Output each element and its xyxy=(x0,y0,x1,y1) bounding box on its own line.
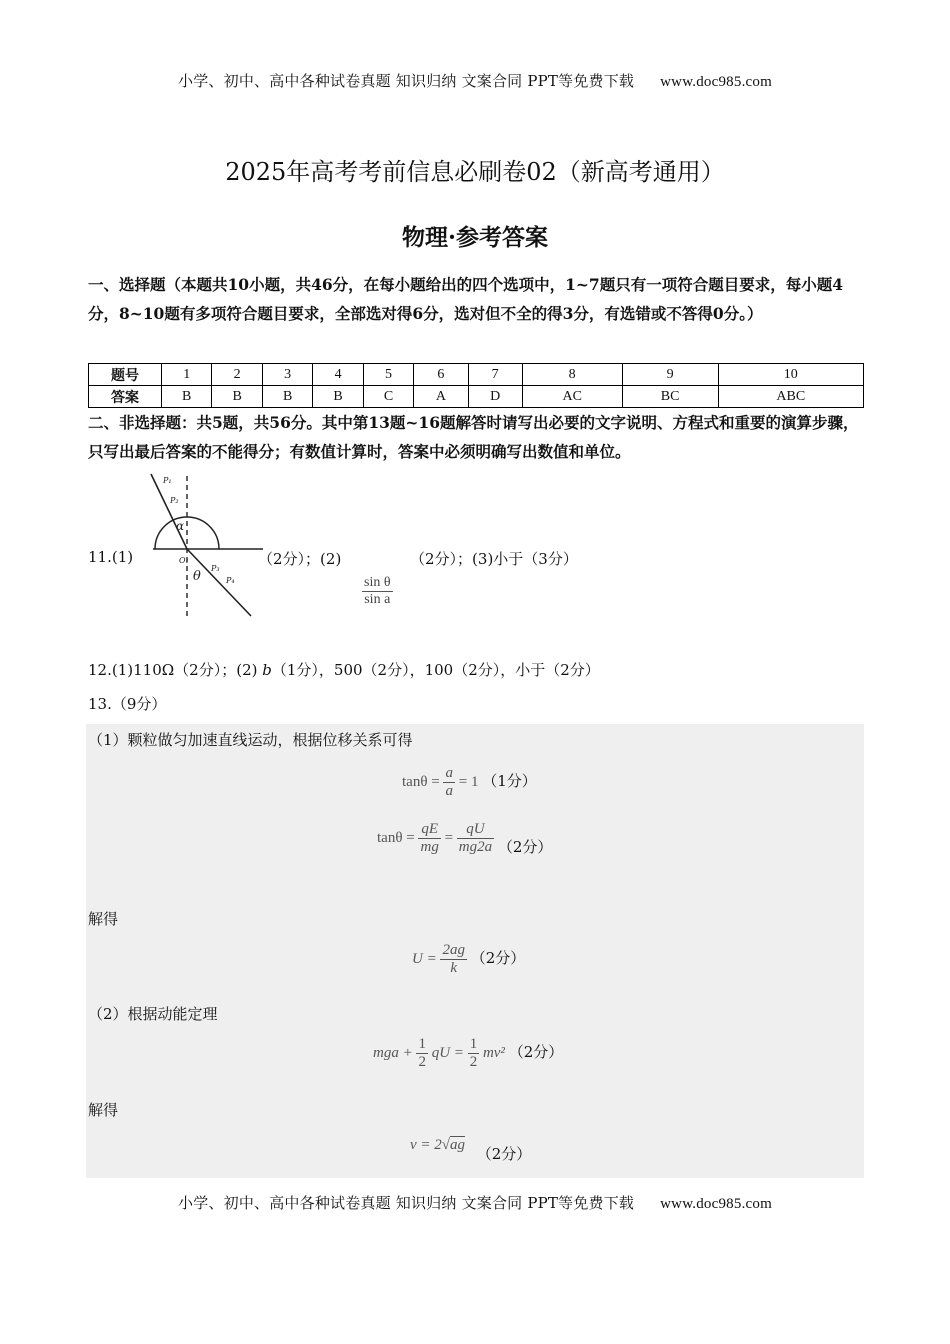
table-row-answers xyxy=(89,386,864,408)
q13-eq3 xyxy=(412,942,525,977)
table-cell: C xyxy=(363,386,413,408)
eq4-lhs: mga + xyxy=(373,1044,413,1061)
eq4-rhs: mv² xyxy=(482,1044,505,1061)
q13-eq5 xyxy=(410,1133,532,1163)
q12-text: 12.(1)110Ω（2分）；(2) xyxy=(88,661,258,679)
eq2-den2: mg2a xyxy=(458,839,493,855)
eq2-den1: mg xyxy=(420,839,439,855)
eq3-num: 2ag xyxy=(442,942,465,958)
q13-heading: 13.（9分） xyxy=(88,695,167,713)
table-cell: 2 xyxy=(212,364,262,386)
row-label-number: 题号 xyxy=(89,364,162,386)
label-theta: θ xyxy=(193,569,201,584)
table-cell: 3 xyxy=(262,364,312,386)
table-cell: 6 xyxy=(414,364,468,386)
q13-eq2 xyxy=(377,821,552,856)
eq3-score: （2分） xyxy=(470,948,526,967)
label-p2: P₂ xyxy=(170,496,179,505)
q11-fraction xyxy=(362,575,393,608)
q12-var: b xyxy=(262,661,272,679)
table-cell: A xyxy=(414,386,468,408)
table-cell: 9 xyxy=(622,364,718,386)
footer-text: 小学、初中、高中各种试卷真题 知识归纳 文案合同 PPT等免费下载 xyxy=(178,1194,635,1212)
table-cell: B xyxy=(313,386,363,408)
label-p3: P₃ xyxy=(211,564,220,573)
eq2-lhs: tanθ = xyxy=(377,829,415,846)
eq2-num1: qE xyxy=(421,821,438,837)
eq2-num2: qU xyxy=(466,821,485,837)
q13-step2: （2）根据动能定理 xyxy=(88,1005,218,1023)
eq1-lhs: tanθ = xyxy=(402,773,440,790)
page-header xyxy=(0,70,950,91)
header-site[interactable]: www.doc985.com xyxy=(660,74,772,90)
section2-instructions: 二、非选择题：共5题，共56分。其中第13题~16题解答时请写出必要的文字说明、方程式和重要的演算步骤，只写出最后答案的不能得分；有数值计算时，答案中必须明确写出数值和单位。 xyxy=(88,413,859,461)
table-cell: B xyxy=(162,386,212,408)
table-cell: D xyxy=(468,386,522,408)
eq4-score: （2分） xyxy=(508,1042,564,1061)
eq2-score: （2分） xyxy=(497,837,553,856)
q12-rest: （1分），500（2分），100（2分），小于（2分） xyxy=(271,661,600,679)
eq4-den2: 2 xyxy=(469,1054,478,1070)
eq4-mid: qU = xyxy=(431,1044,464,1061)
table-row-numbers xyxy=(89,364,864,386)
q13-solve1: 解得 xyxy=(88,910,119,928)
q11-frac-den: sin a xyxy=(362,591,393,608)
table-cell: ABC xyxy=(718,386,863,408)
label-p4: P₄ xyxy=(226,576,235,585)
eq5-lhs: v = 2 xyxy=(410,1137,442,1153)
footer-site[interactable]: www.doc985.com xyxy=(660,1196,772,1212)
eq3-den: k xyxy=(440,959,467,977)
eq4-den1: 2 xyxy=(418,1054,426,1070)
table-cell: B xyxy=(212,386,262,408)
label-alpha: α xyxy=(176,519,185,533)
eq2-eqsign: = xyxy=(444,829,454,846)
eq1-rhs: = 1 xyxy=(458,773,479,790)
page-footer xyxy=(0,1192,950,1213)
table-cell: B xyxy=(262,386,312,408)
table-cell: 5 xyxy=(363,364,413,386)
q13-eq1 xyxy=(402,765,537,800)
q13-step1: （1）颗粒做匀加速直线运动，根据位移关系可得 xyxy=(88,731,413,749)
q13-eq4 xyxy=(373,1036,563,1071)
label-o1: O₁ xyxy=(179,556,189,565)
sqrt-icon: √ xyxy=(441,1137,451,1153)
table-cell: 8 xyxy=(522,364,622,386)
q11-prefix: 11.(1) xyxy=(88,548,134,566)
eq3-lhs: U = xyxy=(412,950,437,967)
table-cell: 7 xyxy=(468,364,522,386)
eq1-den: a xyxy=(445,783,453,799)
q13-solve2: 解得 xyxy=(88,1101,119,1119)
q11-part2-score: （2分）；(3)小于（3分） xyxy=(410,550,578,568)
page-subtitle: 物理·参考答案 xyxy=(401,224,548,251)
table-cell: AC xyxy=(522,386,622,408)
eq5-score: （2分） xyxy=(476,1145,532,1163)
table-cell: BC xyxy=(622,386,718,408)
row-label-answer: 答案 xyxy=(89,386,162,408)
eq1-num: a xyxy=(445,765,453,781)
page-title: 2025年高考考前信息必刷卷02（新高考通用） xyxy=(225,158,725,186)
table-cell: 1 xyxy=(162,364,212,386)
table-cell: 4 xyxy=(313,364,363,386)
q11-part1-score: （2分）；(2) xyxy=(258,550,342,568)
refraction-diagram xyxy=(145,468,265,620)
eq4-num2: 1 xyxy=(469,1036,478,1052)
label-p1: P₁ xyxy=(163,476,172,485)
eq5-rad: ag xyxy=(450,1137,466,1153)
answer-table xyxy=(88,363,864,408)
header-text: 小学、初中、高中各种试卷真题 知识归纳 文案合同 PPT等免费下载 xyxy=(178,72,635,90)
eq1-score: （1分） xyxy=(482,771,537,790)
section1-instructions: 一、选择题（本题共10小题，共46分，在每小题给出的四个选项中，1~7题只有一项符合题目要求，每小题4分，8~10题有多项符合题目要求，全部选对得6分，选对但不全的得3分，有选错或不答得0分。） xyxy=(88,275,843,323)
table-cell: 10 xyxy=(718,364,863,386)
eq4-num1: 1 xyxy=(418,1036,426,1052)
q12-line xyxy=(88,659,600,680)
q11-frac-num: sin θ xyxy=(364,575,391,590)
